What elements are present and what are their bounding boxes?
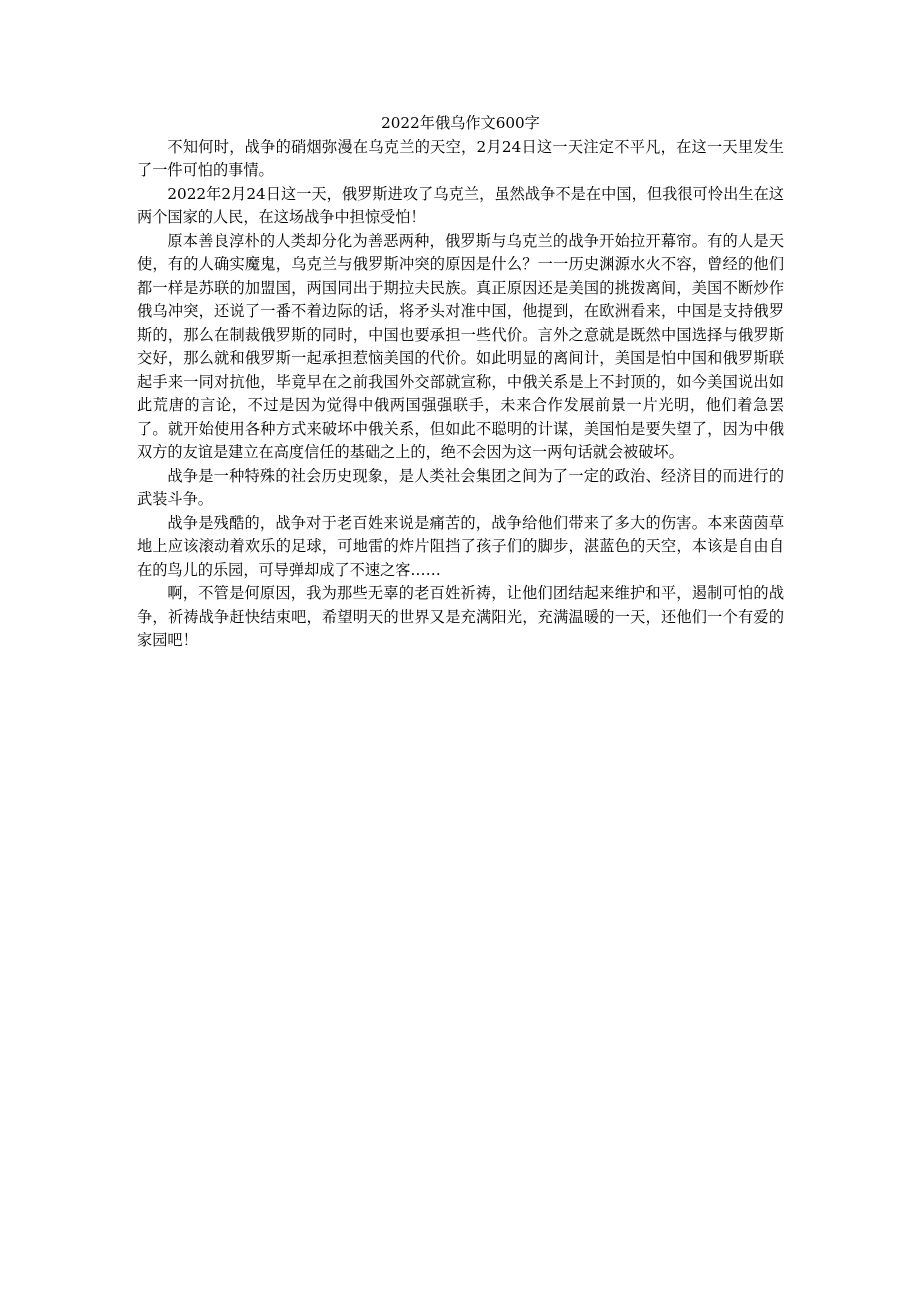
paragraph-2: 2022年2月24日这一天，俄罗斯进攻了乌克兰，虽然战争不是在中国，但我很可怜出生在这两个国家的人民，在这场战争中担惊受怕！ — [137, 184, 784, 226]
paragraph-4: 战争是一种特殊的社会历史现象，是人类社会集团之间为了一定的政治、经济目的而进行的武装斗争。 — [137, 466, 784, 508]
document-body — [137, 112, 784, 653]
paragraph-1: 不知何时，战争的硝烟弥漫在乌克兰的天空，2月24日这一天注定不平凡，在这一天里发生了一件可怕的事情。 — [137, 137, 784, 179]
paragraph-5: 战争是残酷的，战争对于老百姓来说是痛苦的，战争给他们带来了多大的伤害。本来茵茵草地上应该滚动着欢乐的足球，可地雷的炸片阻挡了孩子们的脚步，湛蓝色的天空，本该是自由自在的鸟儿的乐园，可导弹却成了不速之客…… — [137, 513, 784, 579]
paragraph-6: 啊，不管是何原因，我为那些无辜的老百姓祈祷，让他们团结起来维护和平，遏制可怕的战争，祈祷战争赶快结束吧，希望明天的世界又是充满阳光，充满温暖的一天，还他们一个有爱的家园吧！ — [137, 584, 784, 649]
paragraph-3: 原本善良淳朴的人类却分化为善恶两种，俄罗斯与乌克兰的战争开始拉开幕帘。有的人是天使，有的人确实魔鬼，乌克兰与俄罗斯冲突的原因是什么？一一历史渊源水火不容，曾经的他们都一样是苏联的加盟国，两国同出于期拉夫民族。真正原因还是美国的挑拨离间，美国不断炒作俄乌冲突，还说了一番不着边际的话，将矛头对准中国，他提到，在欧洲看来，中国是支持俄罗斯的，那么在制裁俄罗斯的同时，中国也要承担一些代价。言外之意就是既然中国选择与俄罗斯交好，那么就和俄罗斯一起承担惹恼美国的代价。如此明显的离间计，美国是怕中国和俄罗斯联起手来一同对抗他，毕竟早在之前我国外交部就宣称，中俄关系是上不封顶的，如今美国说出如此荒唐的言论，不过是因为觉得中俄两国强强联手，未来合作发展前景一片光明，他们着急罢了。就开始使用各种方式来破坏中俄关系，但如此不聪明的计谋，美国怕是要失望了，因为中俄双方的友谊是建立在高度信任的基础之上的，绝不会因为这一两句话就会被破坏。 — [137, 231, 784, 461]
document-title: 2022年俄乌作文600字 — [381, 114, 540, 132]
